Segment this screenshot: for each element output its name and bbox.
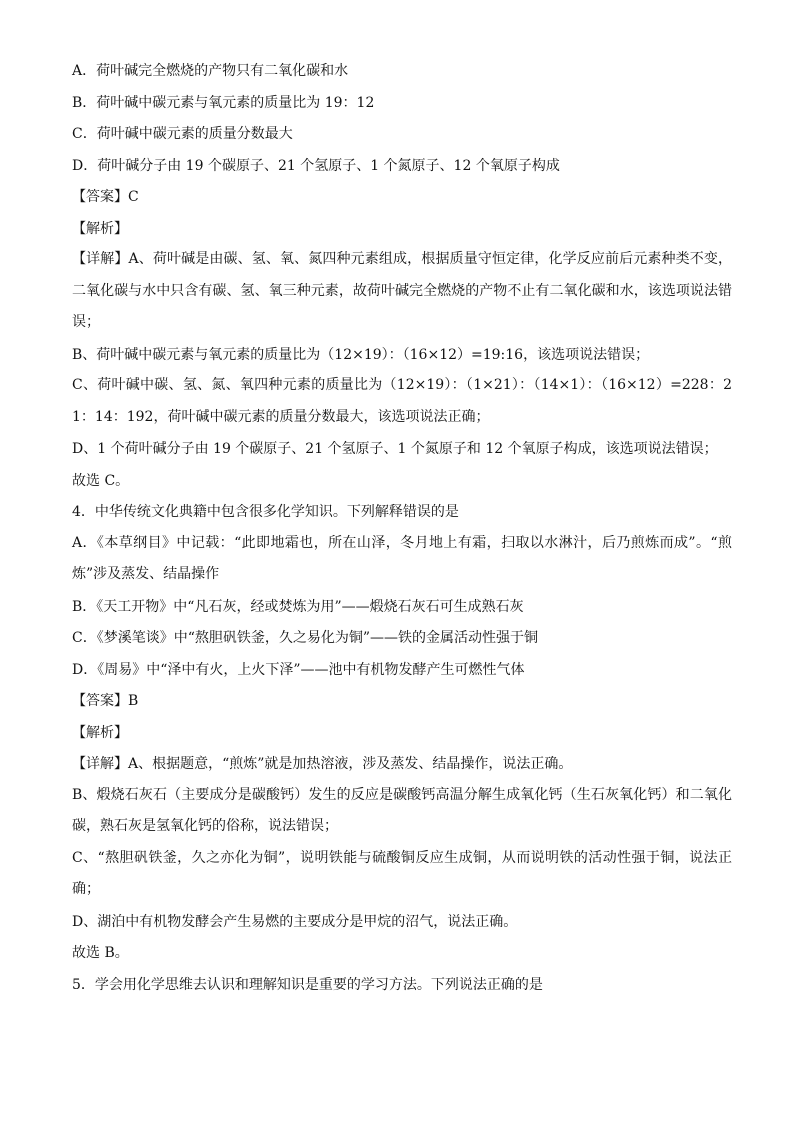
q4-detail-d: D、湖泊中有机物发酵会产生易燃的主要成分是甲烷的沼气，说法正确。 <box>72 913 518 930</box>
q3-detail-c: C、荷叶碱中碳、氢、氮、氧四种元素的质量比为（12×19）：（1×21）：（14×1）：（16×12）=228：21：14：192，荷叶碱中碳元素的质量分数最大，该选项说法正确； <box>72 377 732 425</box>
q3-option-d: D．荷叶碱分子由 19 个碳原子、21 个氢原子、1 个氮原子、12 个氧原子构成 <box>72 157 560 174</box>
q3-detail-b: B、荷叶碱中碳元素与氧元素的质量比为（12×19）：（16×12）=19:16，该选项说法错误； <box>72 346 650 363</box>
q4-answer: 【答案】B <box>72 693 139 709</box>
q4-option-c: C．《梦溪笔谈》中“熬胆矾铁釜，久之易化为铜”——铁的金属活动性强于铜 <box>72 630 539 646</box>
q3-option-a: A．荷叶碱完全燃烧的产物只有二氧化碳和水 <box>72 63 349 79</box>
q4-detail-a: 【详解】A、根据题意，“煎炼”就是加热溶液，涉及蒸发、结晶操作，说法正确。 <box>72 756 573 772</box>
q4-stem: 4．中华传统文化典籍中包含很多化学知识。下列解释错误的是 <box>72 504 459 520</box>
q4-detail-b: B、煅烧石灰石（主要成分是碳酸钙）发生的反应是碳酸钙高温分解生成氧化钙（生石灰氧化钙）和二氧化碳，熟石灰是氢氧化钙的俗称，说法错误； <box>72 786 732 835</box>
q4-option-a: A．《本草纲目》中记载：“此即地霜也，所在山泽，冬月地上有霜，扫取以水淋汁，后乃煎炼而成”。“煎炼”涉及蒸发、结晶操作 <box>72 534 732 583</box>
q3-option-b: B．荷叶碱中碳元素与氧元素的质量比为 19：12 <box>72 94 375 111</box>
q4-option-b: B．《天工开物》中“凡石灰，经或焚炼为用”——煅烧石灰石可生成熟石灰 <box>72 598 524 615</box>
q3-answer: 【答案】C <box>72 189 139 205</box>
q3-detail-a: 【详解】A、荷叶碱是由碳、氢、氧、氮四种元素组成，根据质量守恒定律，化学反应前后元素种类不变，二氧化碳与水中只含有碳、氢、氧三种元素，故荷叶碱完全燃烧的产物不止有二氧化碳和水，该选项说法错误； <box>72 251 732 331</box>
q3-detail-d: D、1 个荷叶碱分子由 19 个碳原子、21 个氢原子、1 个氮原子和 12 个氧原子构成，该选项说法错误； <box>72 441 718 457</box>
q5-stem: 5．学会用化学思维去认识和理解知识是重要的学习方法。下列说法正确的是 <box>72 976 543 993</box>
q3-analysis-label: 【解析】 <box>72 220 128 237</box>
q3-conclusion: 故选 C。 <box>72 472 130 489</box>
q4-detail-c: C、“熬胆矾铁釜，久之亦化为铜”，说明铁能与硫酸铜反应生成铜，从而说明铁的活动性强于铜，说法正确； <box>72 849 732 898</box>
q4-option-d: D．《周易》中“泽中有火，上火下泽”——池中有机物发酵产生可燃性气体 <box>72 661 525 678</box>
q4-conclusion: 故选 B。 <box>72 945 129 961</box>
q4-analysis-label: 【解析】 <box>72 724 128 741</box>
q3-option-c: C．荷叶碱中碳元素的质量分数最大 <box>72 126 293 142</box>
page-content <box>72 61 732 1006</box>
